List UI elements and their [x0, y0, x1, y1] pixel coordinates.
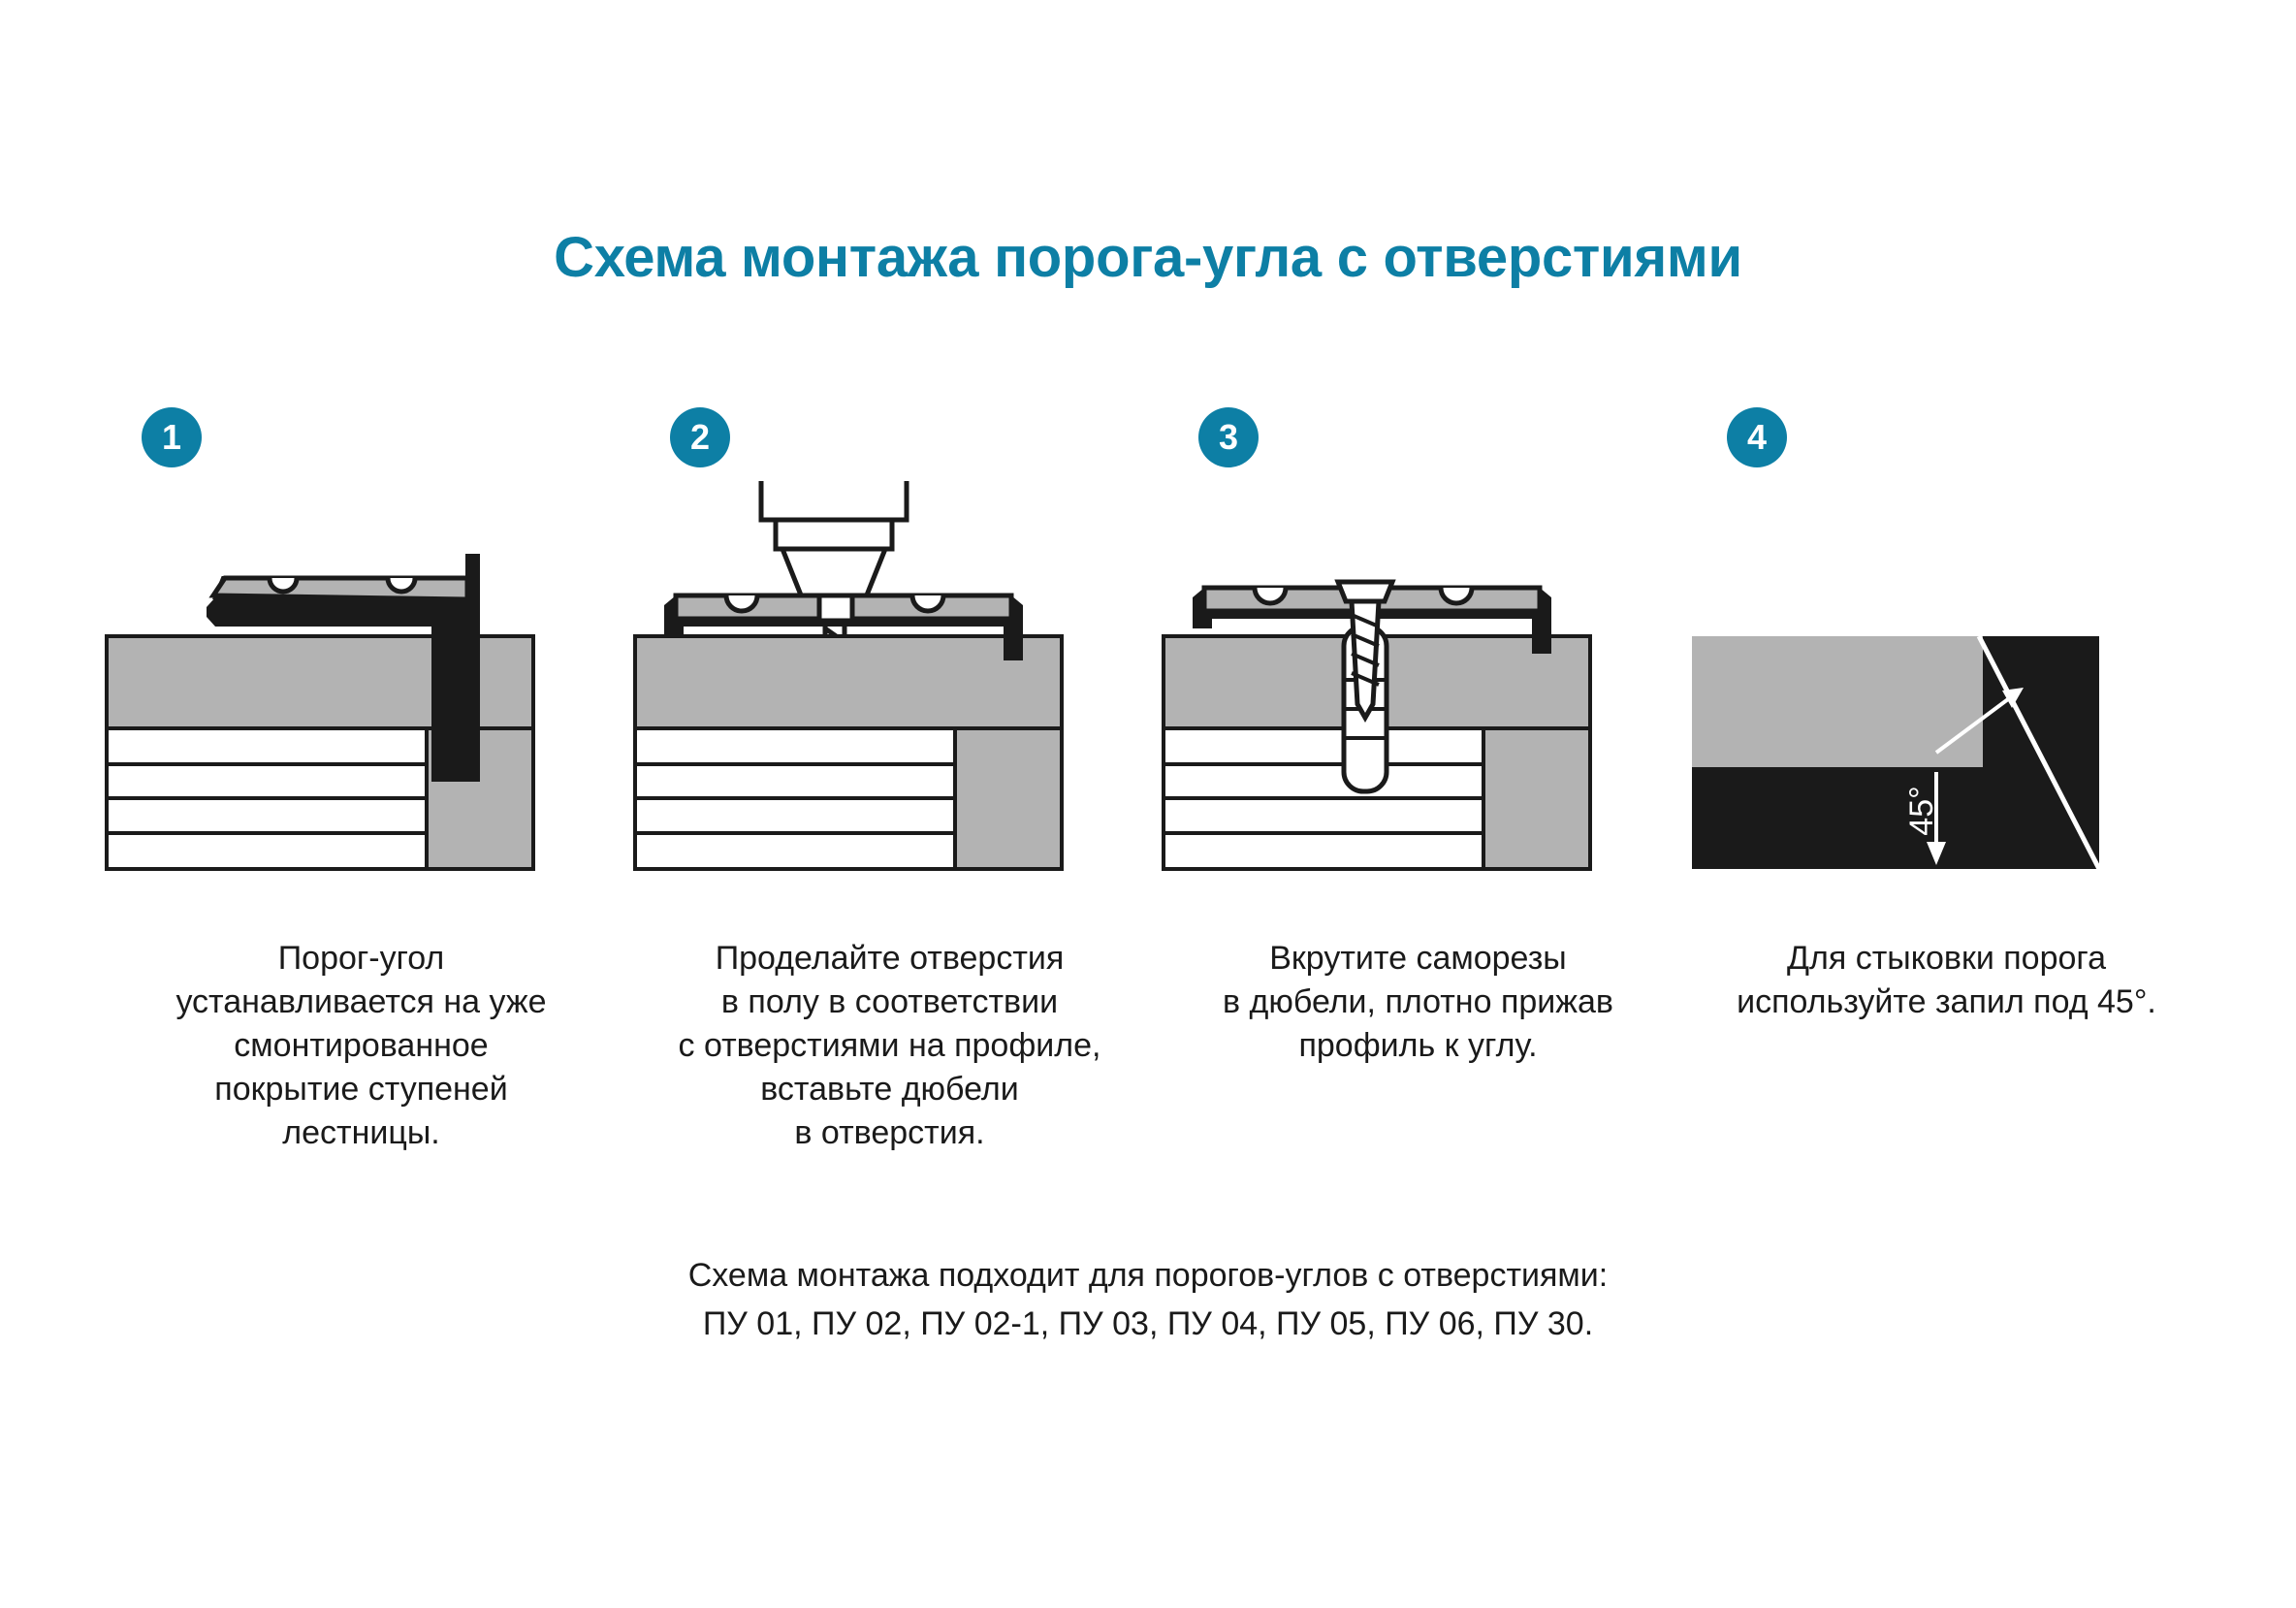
step-3-caption: Вкрутите саморезы в дюбели, плотно прижав профиль к углу.	[1223, 940, 1613, 1064]
steps-container	[97, 407, 2211, 1155]
page-title: Схема монтажа порога-угла с отверстиями	[554, 226, 1742, 289]
step-number-badge: 3	[1198, 407, 1259, 467]
step-3	[1154, 407, 1682, 1155]
step-2-illustration	[625, 481, 1154, 937]
step-number-badge: 1	[142, 407, 202, 467]
step-3-illustration	[1154, 481, 1682, 937]
step-4-illustration	[1682, 481, 2211, 937]
step-1-caption: Порог-угол устанавливается на уже смонтированное покрытие ступеней лестницы.	[175, 940, 547, 1151]
step-2	[625, 407, 1154, 1155]
step-1-illustration	[97, 481, 625, 937]
step-2-caption: Проделайте отверстия в полу в соответствии с отверстиями на профиле, вставьте дюбели в отверстия.	[678, 940, 1101, 1151]
angle-label-45: 45°	[1903, 786, 1940, 836]
step-number-badge: 4	[1727, 407, 1787, 467]
step-number-badge: 2	[670, 407, 730, 467]
step-4	[1682, 407, 2211, 1155]
footer-note: Схема монтажа подходит для порогов-углов с отверстиями: ПУ 01, ПУ 02, ПУ 02-1, ПУ 03, ПУ 04, ПУ 05, ПУ 06, ПУ 30.	[687, 1257, 1609, 1342]
step-4-caption: Для стыковки порога используйте запил под 45°.	[1737, 940, 2156, 1020]
step-1	[97, 407, 625, 1155]
